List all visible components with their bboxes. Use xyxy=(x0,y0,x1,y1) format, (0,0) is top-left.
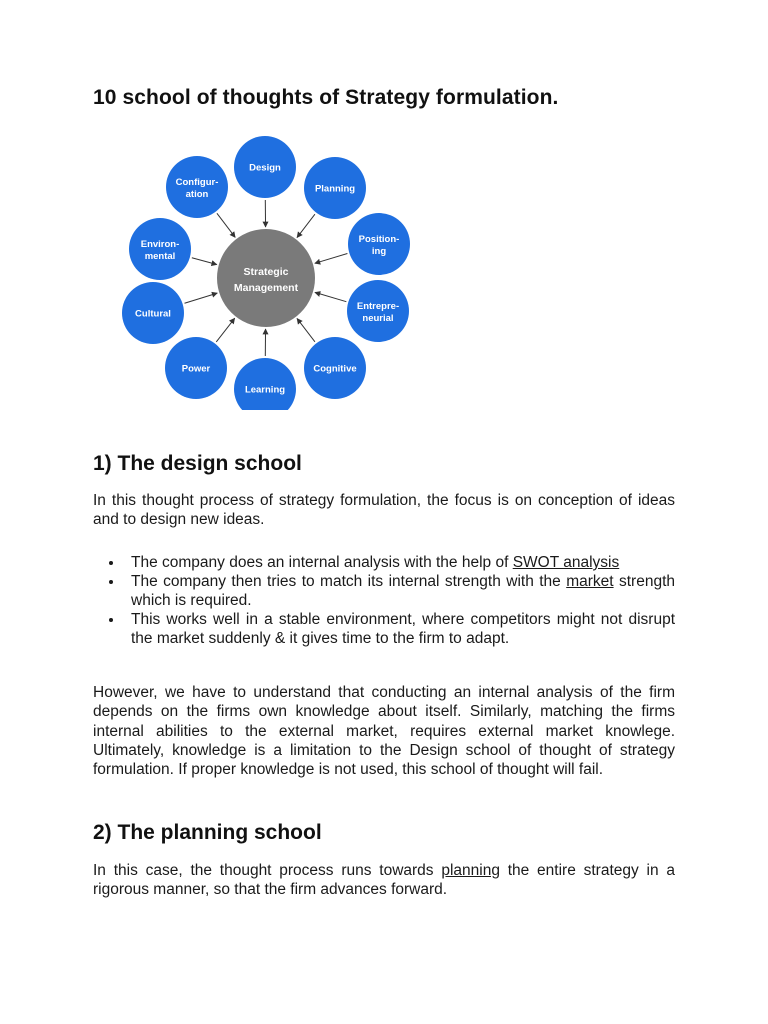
cognitive-arrow xyxy=(297,318,315,341)
power-label: Power xyxy=(181,363,211,375)
design-node xyxy=(234,136,296,198)
planning-school-heading: 2) The planning school xyxy=(93,821,322,844)
cultural-node xyxy=(122,282,184,344)
environmental-label-line2: mental xyxy=(144,251,176,262)
document-title: 10 school of thoughts of Strategy formulation. xyxy=(93,86,559,109)
planning-link[interactable]: planning xyxy=(441,862,500,879)
configuration-node xyxy=(166,156,228,218)
cultural-label: Cultural xyxy=(135,308,171,320)
positioning-arrow xyxy=(315,254,348,264)
planning-school-body xyxy=(93,861,675,900)
bullet-item xyxy=(93,553,675,572)
design-school-heading: 1) The design school xyxy=(93,452,302,475)
planning-node xyxy=(304,157,366,219)
bullet-item xyxy=(93,610,675,648)
configuration-arrow xyxy=(217,213,235,237)
bullet-text: This works well in a stable environment, where competitors might not disrupt the market suddenly & it gives time to the firm to adapt. xyxy=(131,611,675,647)
environmental-node xyxy=(129,218,191,280)
environmental-label: Environ- xyxy=(140,239,180,250)
positioning-label: Position- xyxy=(358,234,400,245)
entrepreneurial-arrow xyxy=(315,292,346,301)
center-circle xyxy=(217,229,315,327)
cultural-arrow xyxy=(185,293,218,303)
positioning-label-line2: ing xyxy=(371,246,387,257)
market-link[interactable]: market xyxy=(566,573,614,590)
bullet-text-after: strength which is required. xyxy=(131,573,675,609)
configuration-label-line2: ation xyxy=(185,189,209,200)
planning-arrow xyxy=(297,214,315,237)
entrepreneurial-label-line2: neurial xyxy=(362,313,394,324)
configuration-label: Configur- xyxy=(175,177,219,188)
cognitive-label: Cognitive xyxy=(313,363,357,375)
learning-node xyxy=(234,358,296,410)
design-label: Design xyxy=(249,162,281,174)
center-node xyxy=(217,229,315,327)
bullet-dot xyxy=(109,580,113,584)
bullet-dot xyxy=(109,561,113,565)
planning-text-before: In this case, the thought process runs towards xyxy=(93,862,442,879)
entrepreneurial-node xyxy=(347,280,409,342)
bullet-text: The company then tries to match its internal strength with the xyxy=(131,573,567,590)
swot-analysis-link[interactable]: SWOT analysis xyxy=(512,554,620,571)
bullet-dot xyxy=(109,618,113,622)
strategy-schools-diagram xyxy=(110,130,430,410)
design-school-bullets xyxy=(93,553,675,648)
entrepreneurial-label: Entrepre- xyxy=(356,301,400,312)
planning-text-after: the entire strategy in a rigorous manner, so that the firm advances forward. xyxy=(93,862,675,899)
positioning-node xyxy=(348,213,410,275)
bullet-item xyxy=(93,572,675,610)
bullet-text: The company does an internal analysis with the help of xyxy=(131,554,513,571)
power-arrow xyxy=(216,318,234,342)
planning-label: Planning xyxy=(314,183,356,195)
diagram-svg xyxy=(110,130,430,410)
center-label-line2: Management xyxy=(233,282,299,294)
cognitive-node xyxy=(304,337,366,399)
design-school-intro: In this thought process of strategy formulation, the focus is on conception of ideas and to design new ideas. xyxy=(93,492,675,529)
learning-label: Learning xyxy=(244,384,286,396)
design-school-body: However, we have to understand that conducting an internal analysis of the firm depends on the firms own knowledge about itself. Similarly, matching the firms internal abilities to the external market, requires external market knowlege. Ultimately, knowledge is a limitation to the Design school of thought of strategy formulation. If proper knowledge is not used, this school of thought will fail. xyxy=(93,684,675,779)
power-node xyxy=(165,337,227,399)
center-label-line1: Strategic xyxy=(243,266,289,278)
environmental-arrow xyxy=(192,258,217,265)
